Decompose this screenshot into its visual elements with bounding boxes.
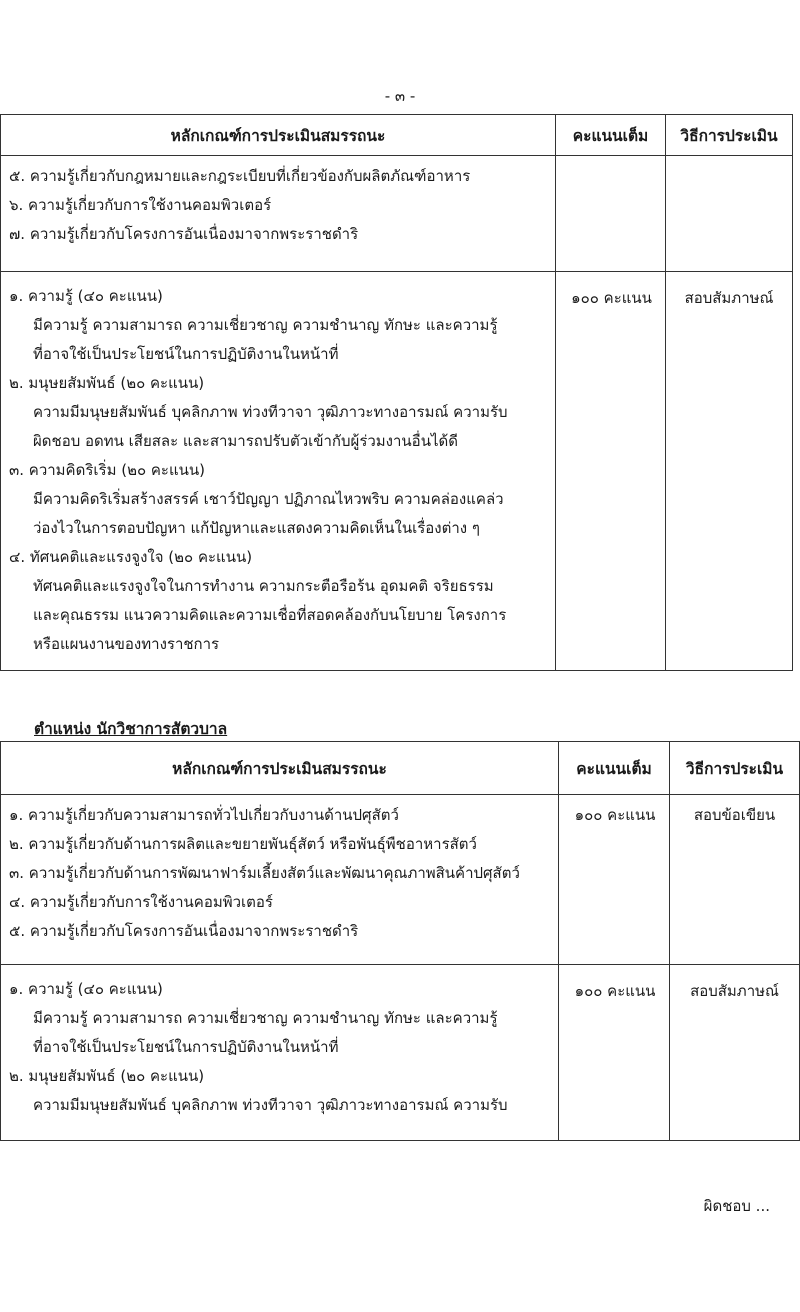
header-method: วิธีการประเมิน [666,115,793,156]
criteria-heading: ๑. ความรู้ (๔๐ คะแนน) [9,287,163,305]
criteria-cell [1,965,559,1141]
criteria-description: มีความรู้ ความสามารถ ความเชี่ยวชาญ ความชำนาญ ทักษะ และความรู้ [33,316,498,334]
criteria-description: ว่องไวในการตอบปัญหา แก้ปัญหาและแสดงความคิดเห็นในเรื่องต่าง ๆ [33,519,480,537]
criteria-heading: ๒. มนุษยสัมพันธ์ (๒๐ คะแนน) [9,374,205,392]
criteria-description: และคุณธรรม แนวความคิดและความเชื่อที่สอดคล้องกับนโยบาย โครงการ [33,606,507,624]
method-cell [670,795,800,965]
list-item: ๕. ความรู้เกี่ยวกับกฎหมายและกฎระเบียบที่เกี่ยวข้องกับผลิตภัณฑ์อาหาร [9,167,471,185]
table-row [1,156,793,272]
criteria-table-1 [0,114,793,671]
method-cell [670,965,800,1141]
criteria-description: ความมีมนุษยสัมพันธ์ บุคลิกภาพ ท่วงทีวาจา วุฒิภาวะทางอารมณ์ ความรับ [33,403,508,421]
page-number: - ๓ - [384,87,416,105]
criteria-heading: ๓. ความคิดริเริ่ม (๒๐ คะแนน) [9,461,206,479]
method-value: สอบสัมภาษณ์ [684,289,774,307]
list-item: ๖. ความรู้เกี่ยวกับการใช้งานคอมพิวเตอร์ [9,196,272,214]
list-item: ๗. ความรู้เกี่ยวกับโครงการอันเนื่องมาจากพระราชดำริ [9,225,359,243]
list-item: ๕. ความรู้เกี่ยวกับโครงการอันเนื่องมาจากพระราชดำริ [9,922,359,940]
score-cell [559,965,670,1141]
list-item: ๒. ความรู้เกี่ยวกับด้านการผลิตและขยายพันธุ์สัตว์ หรือพันธุ์พืชอาหารสัตว์ [9,835,477,853]
table-row [1,272,793,671]
criteria-description: ทัศนคติและแรงจูงใจในการทำงาน ความกระตือรือร้น อุดมคติ จริยธรรม [33,577,494,595]
table-row [1,795,800,965]
criteria-heading: ๔. ทัศนคติและแรงจูงใจ (๒๐ คะแนน) [9,548,253,566]
full-score-value: ๑๐๐ คะแนน [574,806,656,824]
method-cell [666,156,793,272]
method-value: สอบสัมภาษณ์ [690,982,779,1000]
header-method: วิธีการประเมิน [670,742,800,795]
criteria-heading: ๒. มนุษยสัมพันธ์ (๒๐ คะแนน) [9,1067,205,1085]
table-header-row [1,115,793,156]
criteria-list [1,272,555,667]
criteria-description: ที่อาจใช้เป็นประโยชน์ในการปฏิบัติงานในหน้าที่ [33,1038,339,1056]
header-criteria: หลักเกณฑ์การประเมินสมรรถนะ [1,115,556,156]
criteria-heading: ๑. ความรู้ (๔๐ คะแนน) [9,980,163,998]
header-full-score: คะแนนเต็ม [559,742,670,795]
list-item: ๔. ความรู้เกี่ยวกับการใช้งานคอมพิวเตอร์ [9,893,273,911]
full-score-value: ๑๐๐ คะแนน [574,982,656,1000]
table-row [1,965,800,1141]
criteria-description: มีความคิดริเริ่มสร้างสรรค์ เชาว์ปัญญา ปฏิภาณไหวพริบ ความคล่องแคล่ว [33,490,504,508]
list-item: ๑. ความรู้เกี่ยวกับความสามารถทั่วไปเกี่ยวกับงานด้านปศุสัตว์ [9,806,399,824]
criteria-list [1,795,558,954]
full-score-value: ๑๐๐ คะแนน [571,289,652,307]
score-cell [559,795,670,965]
criteria-cell [1,795,559,965]
list-item: ๓. ความรู้เกี่ยวกับด้านการพัฒนาฟาร์มเลี้ยงสัตว์และพัฒนาคุณภาพสินค้าปศุสัตว์ [9,864,520,882]
criteria-table-2 [0,741,800,1141]
criteria-cell [1,272,556,671]
score-cell [556,156,666,272]
header-full-score: คะแนนเต็ม [556,115,666,156]
criteria-list [1,156,555,257]
criteria-description: ความมีมนุษยสัมพันธ์ บุคลิกภาพ ท่วงทีวาจา วุฒิภาวะทางอารมณ์ ความรับ [33,1096,508,1114]
continued-text: ผิดชอบ ... [703,1197,770,1215]
criteria-description: หรือแผนงานของทางราชการ [33,635,220,653]
criteria-list [1,965,558,1128]
method-cell [666,272,793,671]
criteria-description: มีความรู้ ความสามารถ ความเชี่ยวชาญ ความชำนาญ ทักษะ และความรู้ [33,1009,498,1027]
table-header-row [1,742,800,795]
criteria-description: ที่อาจใช้เป็นประโยชน์ในการปฏิบัติงานในหน้าที่ [33,345,339,363]
header-criteria: หลักเกณฑ์การประเมินสมรรถนะ [1,742,559,795]
method-value: สอบข้อเขียน [693,806,776,824]
criteria-description: ผิดชอบ อดทน เสียสละ และสามารถปรับตัวเข้ากับผู้ร่วมงานอื่นได้ดี [33,432,458,450]
criteria-cell [1,156,556,272]
section-title: ตำแหน่ง นักวิชาการสัตวบาล [34,720,228,738]
score-cell [556,272,666,671]
